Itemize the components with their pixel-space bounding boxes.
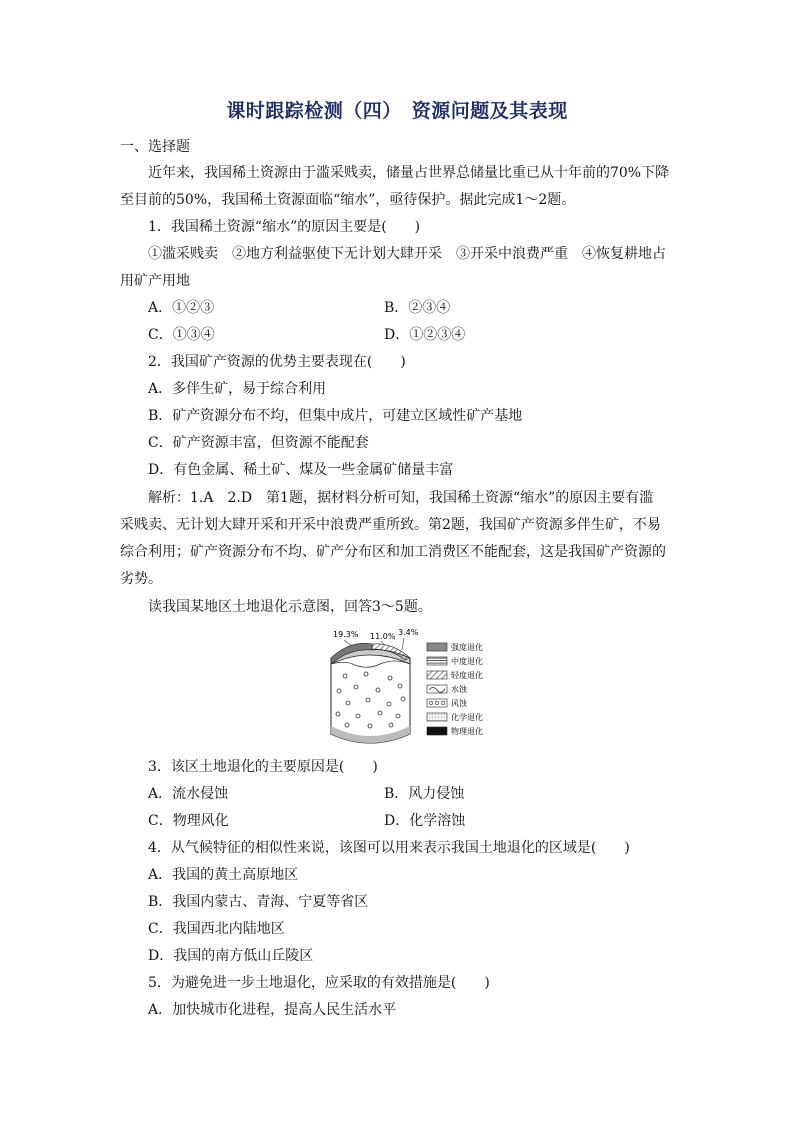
legend-label-chemical: 化学退化	[451, 713, 483, 722]
legend-swatch-water	[427, 685, 447, 693]
percent-label-3: 3.4%	[398, 628, 419, 637]
legend-swatch-physical	[427, 727, 447, 735]
q4-option-b: B．我国内蒙古、青海、宁夏等省区	[148, 894, 369, 910]
q3-option-a: A．流水侵蚀	[148, 786, 229, 802]
intro-line-2: 至目前的50%，我国稀土资源面临“缩水”，亟待保护。据此完成1～2题。	[120, 192, 576, 208]
legend-swatch-strong	[427, 643, 447, 651]
legend-swatch-medium	[427, 657, 447, 665]
legend-label-physical: 物理退化	[451, 727, 483, 736]
legend-label-light: 轻度退化	[451, 671, 483, 680]
intro-line-1: 近年来，我国稀土资源由于滥采贱卖，储量占世界总储量比重已从十年前的70%下降	[148, 165, 670, 181]
q3-option-d: D．化学溶蚀	[384, 813, 466, 829]
q3-stem: 3．该区土地退化的主要原因是( )	[148, 759, 378, 775]
q1-option-a: A．①②③	[148, 300, 215, 316]
legend-swatch-chemical	[427, 713, 447, 721]
q2-option-c: C．矿产资源丰富，但资源不能配套	[148, 435, 369, 451]
legend-label-strong: 强度退化	[451, 643, 483, 652]
q5-option-a: A．加快城市化进程，提高人民生活水平	[148, 1002, 397, 1018]
section-heading: 一、选择题	[120, 139, 190, 155]
q4-option-d: D．我国的南方低山丘陵区	[148, 948, 314, 964]
q1-option-d: D．①②③④	[384, 327, 466, 343]
q2-option-d: D．有色金属、稀土矿、煤及一些金属矿储量丰富	[148, 462, 454, 478]
analysis-line-3: 综合利用；矿产资源分布不均、矿产分布区和加工消费区不能配套，这是我国矿产资源的	[120, 544, 666, 560]
legend-label-water: 水蚀	[451, 685, 467, 694]
q3-option-b: B．风力侵蚀	[384, 786, 465, 802]
analysis-line-4: 劣势。	[120, 571, 162, 587]
page-title: 课时跟踪检测（四） 资源问题及其表现	[226, 100, 568, 122]
analysis-line-2: 采贱卖、无计划大肆开采和开采中浪费严重所致。第2题，我国矿产资源多伴生矿，不易	[120, 517, 661, 533]
top-layer-strong	[331, 643, 372, 664]
top-layer-wavy	[331, 661, 410, 667]
analysis-line-1: 解析：1.A 2.D 第1题，据材料分析可知，我国稀土资源“缩水”的原因主要有滥	[148, 490, 654, 506]
legend-swatch-wind	[427, 699, 447, 707]
figure-legend	[427, 642, 483, 736]
top-layer-light	[331, 649, 410, 664]
q1-stem: 1．我国稀土资源“缩水”的原因主要是( )	[148, 219, 421, 235]
top-layer-medium	[372, 644, 410, 660]
wind-erosion-circles	[336, 672, 405, 728]
figure-intro: 读我国某地区土地退化示意图，回答3～5题。	[148, 599, 432, 615]
q2-option-a: A．多伴生矿，易于综合利用	[148, 381, 327, 397]
cylinder-bottom-shade	[331, 726, 410, 743]
q4-stem: 4．从气候特征的相似性来说，该图可以用来表示我国土地退化的区域是( )	[148, 840, 630, 856]
q1-items-line-2: 用矿产用地	[120, 273, 190, 289]
legend-swatch-light	[427, 671, 447, 679]
soil-cylinder	[331, 658, 410, 743]
q2-option-b: B．矿产资源分布不均，但集中成片，可建立区域性矿产基地	[148, 408, 523, 424]
legend-label-wind: 风蚀	[451, 699, 467, 708]
q5-stem: 5．为避免进一步土地退化，应采取的有效措施是( )	[148, 975, 490, 991]
q1-option-b: B．②③④	[384, 300, 451, 316]
percent-label-1: 19.3%	[333, 630, 359, 639]
q1-option-c: C．①③④	[148, 327, 215, 343]
q4-option-c: C．我国西北内陆地区	[148, 921, 285, 937]
q2-stem: 2．我国矿产资源的优势主要表现在( )	[148, 354, 406, 370]
percent-label-2: 11.0%	[370, 632, 396, 641]
q4-option-a: A．我国的黄土高原地区	[148, 867, 299, 883]
q1-items-line-1: ①滥采贱卖 ②地方利益驱使下无计划大肆开采 ③开采中浪费严重 ④恢复耕地占	[148, 246, 666, 262]
q3-option-c: C．物理风化	[148, 813, 229, 829]
legend-label-medium: 中度退化	[451, 657, 483, 666]
